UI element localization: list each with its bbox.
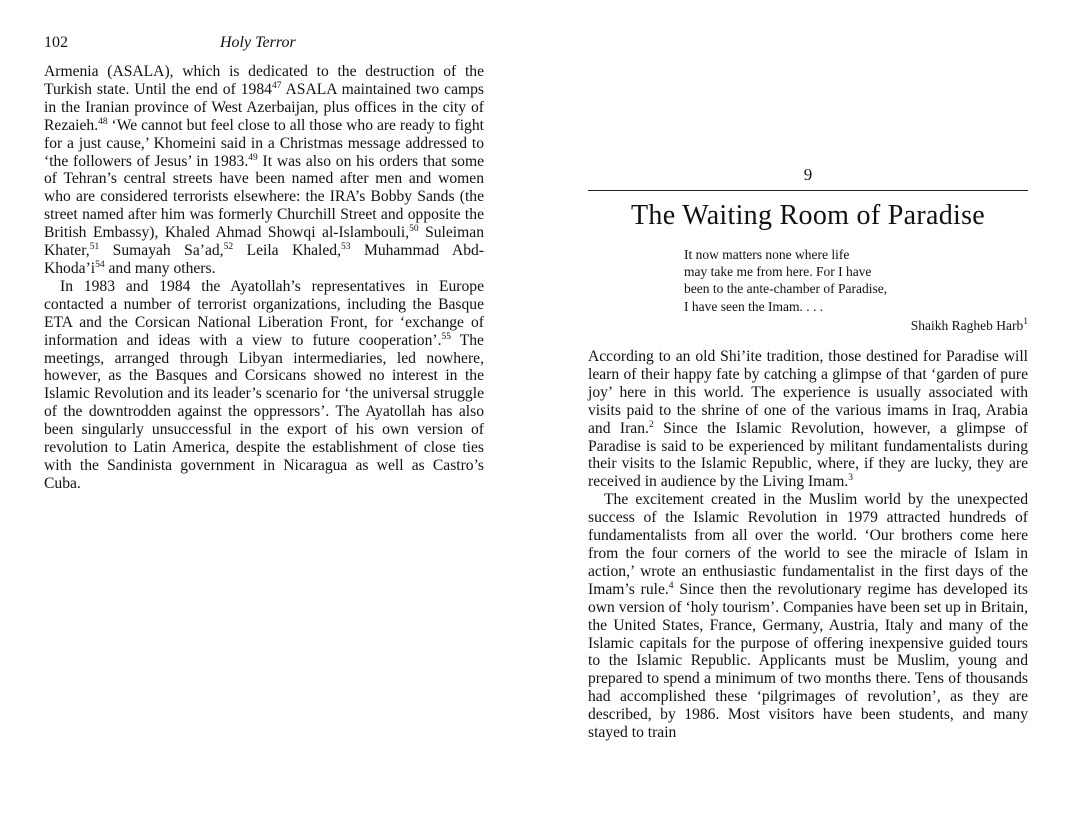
text-run: ‘We cannot but feel close to all those who are ready to fight for a just cause,’ Khomeini said in a Christmas message addressed to ‘the followers of Jesus’ in 1983. — [44, 116, 484, 170]
text-run: Armenia (ASALA), which is dedicated to the destruction of the Turkish state. Until the end of 1984 — [44, 63, 484, 98]
text-run: It was also on his orders that some of Tehran’s central streets have been named after men and women who are considered terrorists elsewhere: the IRA’s Bobby Sands (the street named after him was formerly Churchill Street and opposite the British Embassy), Khaled Ahmad Showqi al-Islambouli, — [44, 152, 484, 242]
epigraph-attribution — [911, 318, 1028, 334]
epigraph-line: It now matters none where life — [684, 247, 850, 262]
footnote-ref: 54 — [95, 259, 105, 270]
footnote-ref: 53 — [341, 242, 351, 253]
footnote-ref: 51 — [89, 242, 100, 253]
epigraph-author: Shaikh Ragheb Harb — [910, 318, 1024, 333]
epigraph-line: may take me from here. For I have — [684, 264, 872, 280]
footnote-ref: 49 — [248, 152, 258, 163]
paragraph — [588, 348, 1028, 491]
text-run: Since the Islamic Revolution, however, a glimpse of Paradise is said to be experienced by militant fundamentalists during their visits to the Islamic Republic, where, if they are lucky, they are received in audience by the Living Imam. — [588, 419, 1029, 491]
chapter-number: 9 — [803, 165, 813, 184]
left-body-text — [44, 63, 484, 493]
epigraph-line: I have seen the Imam. . . . — [684, 298, 824, 314]
footnote-ref: 48 — [98, 116, 108, 127]
footnote-ref: 4 — [668, 580, 674, 591]
chapter-title: The Waiting Room of Paradise — [630, 200, 985, 231]
epigraph-line: been to the ante-chamber of Paradise, — [684, 281, 888, 297]
footnote-ref: 3 — [848, 473, 853, 484]
text-run: The excitement created in the Muslim world by the unexpected success of the Islamic Revolution in 1979 attracted hundreds of fundamentalists from all over the world. ‘Our brothers come here from the four corners of the world to see the miracle of Islam in action,’ wrote an enthusiastic fundamentalist in the first days of the Imam’s rule. — [588, 491, 1028, 598]
footnote-ref: 47 — [271, 80, 282, 91]
epigraph — [684, 246, 984, 315]
footnote-ref: 50 — [409, 224, 419, 235]
footnote-ref: 2 — [648, 419, 654, 430]
text-run: ASALA maintained two camps in the Iranian province of West Azerbaijan, plus offices in the city of Rezaieh. — [44, 80, 485, 134]
footnote-ref: 55 — [441, 331, 451, 342]
text-run: According to an old Shi’ite tradition, those destined for Paradise will learn of their happy fate by catching a glimpse of that ‘garden of pure joy’ here in this world. The experience is usually associated with visits paid to the shrine of one of the various imams in Iraq, Arabia and Iran. — [588, 348, 1028, 437]
running-head — [44, 34, 484, 54]
footnote-ref: 1 — [1023, 317, 1028, 327]
text-run: Muhammad Abd-Khoda’i — [44, 242, 484, 277]
right-body-text — [588, 348, 1028, 742]
paragraph — [44, 63, 484, 278]
running-title: Holy Terror — [220, 34, 296, 51]
chapter-rule — [588, 190, 1028, 191]
text-run: Since then the revolutionary regime has developed its own version of ‘holy tourism’. Companies have been set up in Britain, the United States, France, Germany, Austria, Italy and many of the Islamic capitals for the purpose of offering inexpensive guided tours to the Islamic Republic. Applicants must be Muslim, young and prepared to spend a minimum of two months there. Tens of thousands had accomplished these ‘pilgrimages of revolution’, as they are described, by 1986. Most visitors have been students, and many stayed to train — [588, 580, 1028, 742]
text-run: The meetings, arranged through Libyan intermediaries, led nowhere, however, as the Basques and Corsicans showed no interest in the Islamic Revolution and its leader’s scenario for ‘the universal struggle of the downtrodden against the oppressors’. The Ayatollah has also been singularly unsuccessful in the export of his own version of revolution to Latin America, despite the establishment of close ties with the Sandinista government in Nicaragua as well as Castro’s Cuba. — [44, 331, 484, 492]
paragraph — [44, 278, 484, 493]
text-run: Suleiman Khater, — [44, 224, 484, 260]
page-number: 102 — [44, 34, 68, 51]
text-run: Leila Khaled, — [233, 242, 341, 260]
footnote-ref: 52 — [223, 242, 234, 253]
paragraph — [588, 491, 1028, 742]
text-run: and many others. — [104, 259, 216, 277]
text-run: In 1983 and 1984 the Ayatollah’s representatives in Europe contacted a number of terrorist organizations, including the Basque ETA and the Corsican National Liberation Front, for ‘exchange of information and ideas with a view to future cooperation’. — [44, 277, 484, 349]
text-run: Sumayah Sa’ad, — [99, 242, 224, 260]
